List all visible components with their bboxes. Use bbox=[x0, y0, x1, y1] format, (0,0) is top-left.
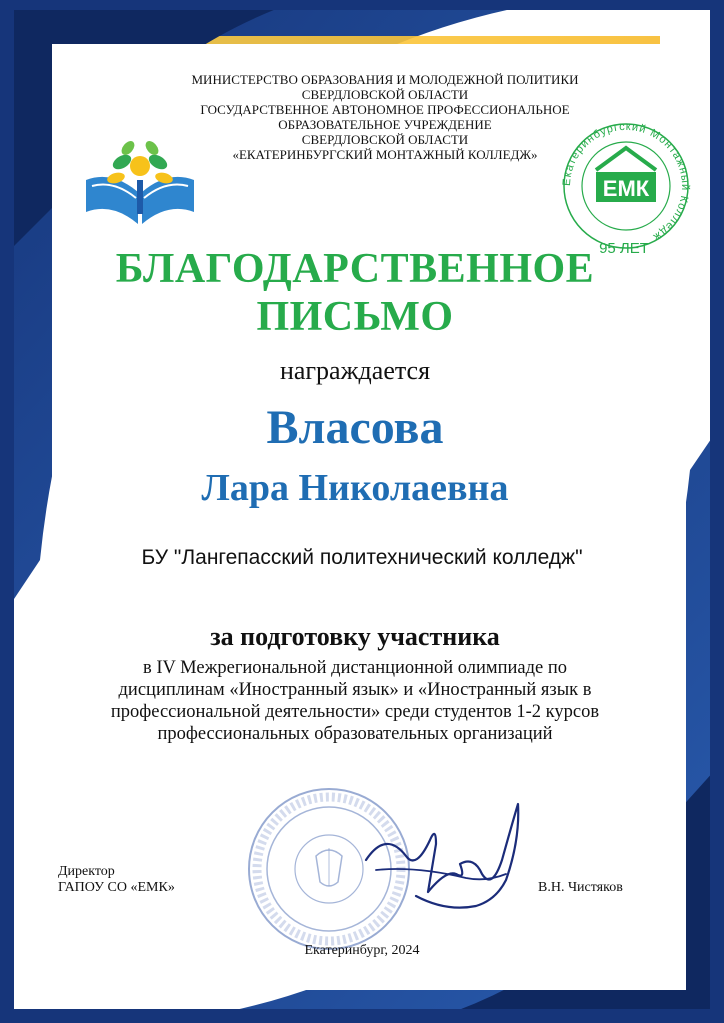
college-logo bbox=[556, 108, 696, 258]
document-title bbox=[60, 245, 650, 341]
emk-logo-icon bbox=[556, 108, 696, 258]
reason-heading: за подготовку участника bbox=[210, 622, 500, 651]
reason-line: профессиональной деятельности» среди студентов 1-2 курсов bbox=[110, 702, 600, 722]
signatory-position bbox=[58, 864, 175, 896]
signatory-title: Директор bbox=[58, 864, 115, 879]
recipient-given-names: Лара Николаевна bbox=[201, 467, 509, 509]
logo-abbr: ЕМК bbox=[602, 176, 650, 201]
title-line-2: ПИСЬМО bbox=[256, 294, 454, 340]
issuer-line: МИНИСТЕРСТВО ОБРАЗОВАНИЯ И МОЛОДЕЖНОЙ ПОЛИТИКИ bbox=[191, 72, 579, 87]
issuer-line: ОБРАЗОВАТЕЛЬНОЕ УЧРЕЖДЕНИЕ bbox=[278, 117, 492, 132]
awarded-label: награждается bbox=[279, 356, 431, 385]
issuer-line: «ЕКАТЕРИНБУРГСКИЙ МОНТАЖНЫЙ КОЛЛЕДЖ» bbox=[232, 147, 538, 162]
issuer-line: ГОСУДАРСТВЕННОЕ АВТОНОМНОЕ ПРОФЕССИОНАЛЬНОЕ bbox=[200, 102, 570, 117]
logo-anniversary: 95 ЛЕТ bbox=[599, 240, 649, 257]
reason-line: в IV Межрегиональной дистанционной олимпиаде по bbox=[142, 658, 568, 678]
signatory-name: В.Н. Чистяков bbox=[538, 880, 623, 895]
logo-ring-text: Екатеринбургский Монтажный Колледж bbox=[560, 120, 692, 244]
issuer-header bbox=[150, 72, 620, 162]
reason-line: дисциплинам «Иностранный язык» и «Иностранный язык в bbox=[118, 680, 592, 700]
reason-text bbox=[70, 657, 640, 745]
issuer-line: СВЕРДЛОВСКОЙ ОБЛАСТИ bbox=[301, 132, 469, 147]
signature-icon bbox=[356, 800, 526, 920]
recipient-surname: Власова bbox=[266, 401, 444, 454]
signatory-institution: ГАПОУ СО «ЕМК» bbox=[58, 880, 175, 895]
reason-line: профессиональных образовательных организаций bbox=[157, 724, 553, 744]
title-line-1: БЛАГОДАРСТВЕННОЕ bbox=[115, 246, 595, 292]
issuer-line: СВЕРДЛОВСКОЙ ОБЛАСТИ bbox=[301, 87, 469, 102]
place-and-date: Екатеринбург, 2024 bbox=[304, 943, 420, 958]
recipient-organization: БУ "Лангепасский политехнический колледж" bbox=[141, 546, 583, 569]
book-tree-icon bbox=[78, 140, 202, 230]
